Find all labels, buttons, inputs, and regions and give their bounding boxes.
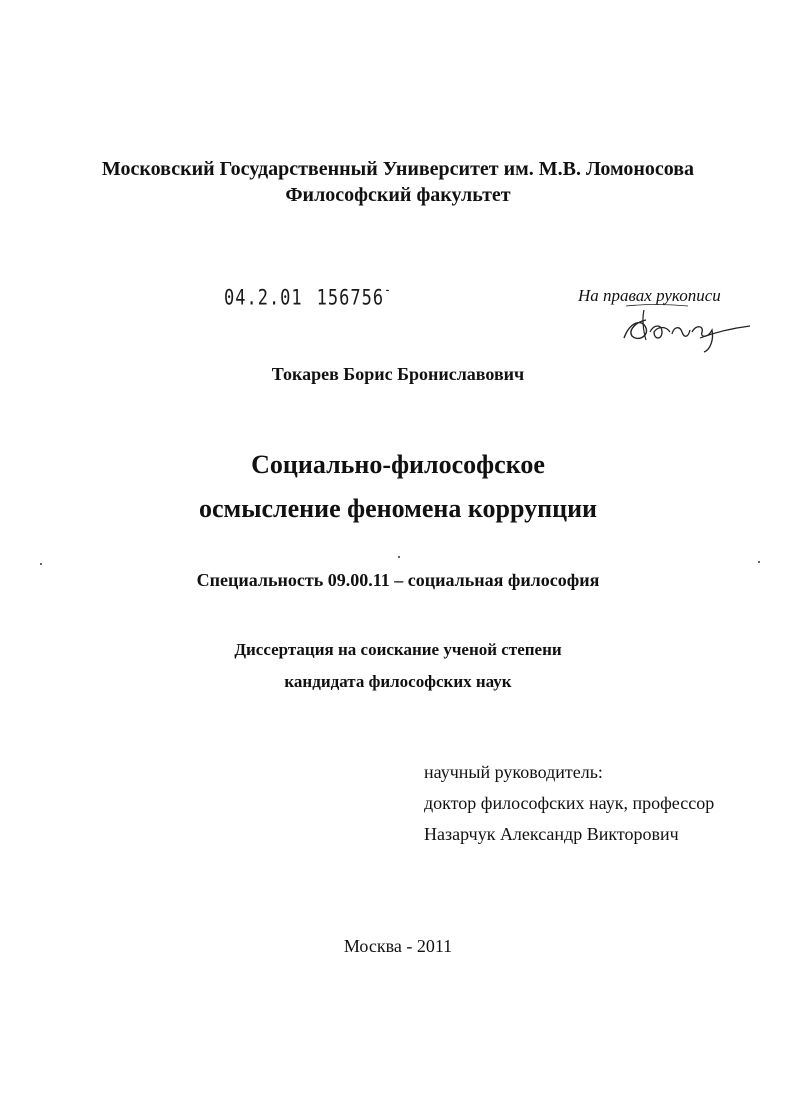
stamp-mark: - <box>384 282 392 299</box>
handwritten-signature-icon <box>616 300 756 356</box>
dissertation-line-2: кандидата философских наук <box>284 672 512 691</box>
specialty: Специальность 09.00.11 – социальная философия <box>196 570 600 590</box>
scan-speck <box>40 563 42 565</box>
faculty-name: Философский факультет <box>285 184 511 206</box>
city-year: Москва - 2011 <box>343 936 453 956</box>
author-name: Токарев Борис Брониславович <box>271 364 525 384</box>
title-line-2: осмысление феномена коррупции <box>198 494 598 523</box>
scan-speck <box>398 556 400 558</box>
supervisor-name: Назарчук Александр Викторович <box>424 824 679 844</box>
university-name: Московский Государственный Университет им. М.В. Ломоносова <box>101 158 695 180</box>
supervisor-label: научный руководитель: <box>424 762 603 782</box>
supervisor-degree: доктор философских наук, профессор <box>424 793 715 813</box>
scan-speck <box>758 561 760 563</box>
manuscript-note: На правах рукописи <box>578 286 721 305</box>
stamp-date: 04.2.01 <box>224 285 303 311</box>
stamp-number: 156756 <box>316 285 385 311</box>
dissertation-line-1: Диссертация на соискание ученой степени <box>234 640 562 659</box>
registration-stamp <box>224 282 392 311</box>
title-line-1: Социально-философское <box>251 450 545 479</box>
